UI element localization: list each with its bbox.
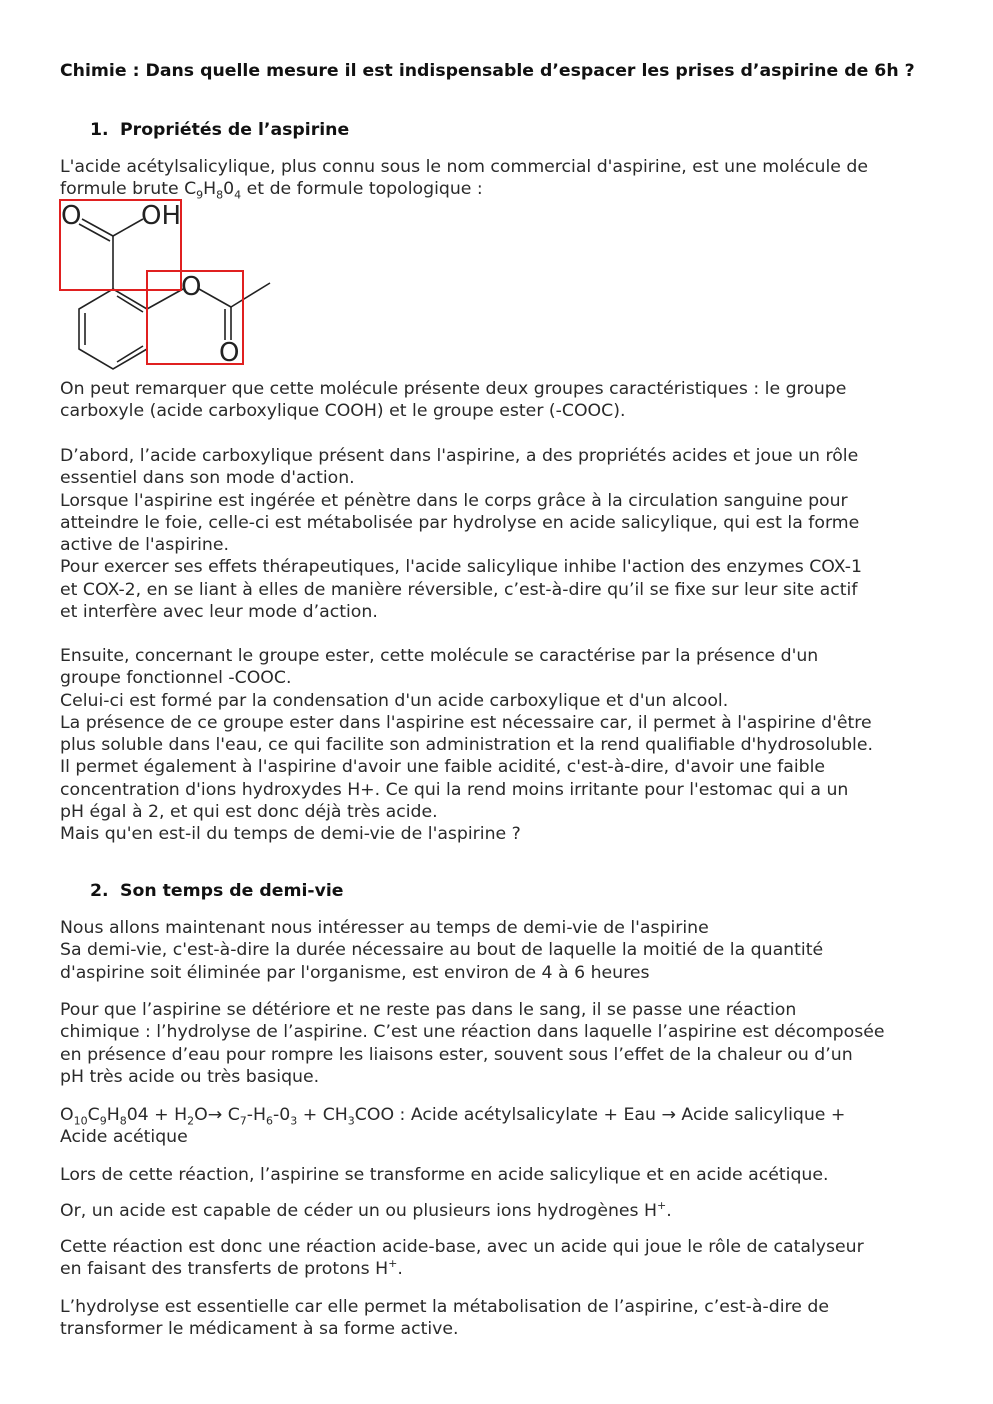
section-heading-text: Son temps de demi-vie [120, 881, 344, 901]
transform-paragraph [60, 1164, 940, 1186]
text-line: On peut remarquer que cette molécule présente deux groupes caractéristiques : le groupe [60, 379, 847, 399]
text-line: Sa demi-vie, c'est-à-dire la durée nécessaire au bout de laquelle la moitié de la quantité [60, 940, 824, 961]
atom-o-carbonyl: O [61, 201, 82, 231]
text-line: chimique : l’hydrolyse de l’aspirine. C’est une réaction dans laquelle l’aspirine est décomposée [60, 1022, 885, 1043]
bond-o-c [199, 289, 231, 307]
text-line: L’hydrolyse est essentielle car elle permet la métabolisation de l’aspirine, c’est-à-dire de [60, 1297, 829, 1317]
essential-paragraph [60, 1296, 940, 1341]
text-line: et COX-2, en se liant à elles de manière réversible, c’est-à-dire qu’il se fixe sur leur site actif [60, 579, 858, 600]
section-heading-half-life [90, 880, 344, 903]
text-line: en faisant des transferts de protons H+. [60, 1257, 403, 1280]
text-line: pH très acide ou très basique. [60, 1066, 320, 1087]
text-line: groupe fonctionnel -COOC. [60, 668, 292, 689]
text-line: Celui-ci est formé par la condensation d'un acide carboxylique et d'un alcool. [60, 690, 729, 711]
section-heading-properties [90, 119, 349, 142]
intro-paragraph [60, 156, 940, 201]
bond-ring-o [147, 289, 183, 309]
text-line: Il permet également à l'aspirine d'avoir une faible acidité, c'est-à-dire, d'avoir une faible [60, 757, 826, 778]
text-line: L'acide acétylsalicylique, plus connu sous le nom commercial d'aspirine, est une molécule de [60, 157, 869, 177]
benzene-ring [79, 289, 147, 369]
acid-base-paragraph [60, 1236, 940, 1281]
text-line: plus soluble dans l'eau, ce qui facilite son administration et la rend qualifiable d'hydrosoluble. [60, 735, 873, 756]
text-line: Nous allons maintenant nous intéresser au temps de demi-vie de l'aspirine [60, 918, 709, 938]
text-line: active de l'aspirine. [60, 535, 230, 556]
text-line: concentration d'ions hydroxydes H+. Ce qui la rend moins irritante pour l'estomac qui a un [60, 779, 849, 800]
text-line: carboxyle (acide carboxylique COOH) et le groupe ester (-COOC). [60, 401, 626, 422]
atom-o-ester: O [181, 272, 202, 302]
aspirine-molecule-diagram [55, 195, 285, 380]
acid-paragraph [60, 445, 940, 623]
text-line: Ensuite, concernant le groupe ester, cette molécule se caractérise par la présence d'un [60, 646, 819, 666]
text-line: en présence d’eau pour rompre les liaisons ester, souvent sous l’effet de la chaleur ou d’un [60, 1044, 853, 1065]
text-line: Pour que l’aspirine se détériore et ne reste pas dans le sang, il se passe une réaction [60, 1000, 797, 1020]
text-line: d'aspirine soit éliminée par l'organisme, est environ de 4 à 6 heures [60, 962, 650, 983]
groups-paragraph [60, 378, 940, 423]
ester-paragraph [60, 645, 940, 846]
section-number: 1. [90, 120, 109, 140]
atom-o-ester-carbonyl: O [219, 338, 240, 368]
molecule-bonds [79, 219, 270, 369]
text-line: formule brute $C_9H_80_4$ et de formule topologique : [60, 179, 483, 202]
equation-line: Acide acétique [60, 1127, 188, 1148]
reaction-equation [60, 1104, 940, 1149]
acid-definition-paragraph [60, 1200, 940, 1222]
text-line: Mais qu'en est-il du temps de demi-vie de l'aspirine ? [60, 824, 521, 845]
bond-c-oh [113, 219, 143, 236]
text-line: pH égal à 2, et qui est donc déjà très acide. [60, 802, 438, 823]
text-line: Pour exercer ses effets thérapeutiques, l'acide salicylique inhibe l'action des enzymes COX-1 [60, 557, 863, 578]
equation-line: $O_{10}C_9H_804 + H_2O\to C_7-H_6-0_3 + CH_3COO$ : Acide acétylsalicylate + Eau → Acide salicylique + [60, 1105, 846, 1128]
hydrolysis-paragraph [60, 999, 940, 1088]
text-line: Lors de cette réaction, l’aspirine se transforme en acide salicylique et en acide acétique. [60, 1165, 829, 1185]
text-line: Cette réaction est donc une réaction acide-base, avec un acide qui joue le rôle de catalyseur [60, 1237, 864, 1257]
text-line: D’abord, l’acide carboxylique présent dans l'aspirine, a des propriétés acides et joue un rôle [60, 446, 859, 466]
atom-oh: OH [141, 201, 182, 231]
text-line: transformer le médicament à sa forme active. [60, 1319, 459, 1340]
text-line: essentiel dans son mode d'action. [60, 468, 355, 489]
text-line: Or, un acide est capable de céder un ou plusieurs ions hydrogènes H+. [60, 1199, 672, 1221]
bond-c-ch3 [231, 283, 270, 307]
text-line: atteindre le foie, celle-ci est métabolisée par hydrolyse en acide salicylique, qui est la forme [60, 512, 860, 533]
text-line: La présence de ce groupe ester dans l'aspirine est nécessaire car, il permet à l'aspirine d'être [60, 712, 872, 733]
section-number: 2. [90, 881, 109, 901]
page-title: Chimie : Dans quelle mesure il est indispensable d’espacer les prises d’aspirine de 6h ? [60, 61, 915, 81]
half-life-paragraph [60, 917, 940, 984]
text-line: Lorsque l'aspirine est ingérée et pénètre dans le corps grâce à la circulation sanguine pour [60, 490, 848, 511]
section-heading-text: Propriétés de l’aspirine [120, 120, 350, 140]
text-line: et interfère avec leur mode d’action. [60, 602, 378, 623]
